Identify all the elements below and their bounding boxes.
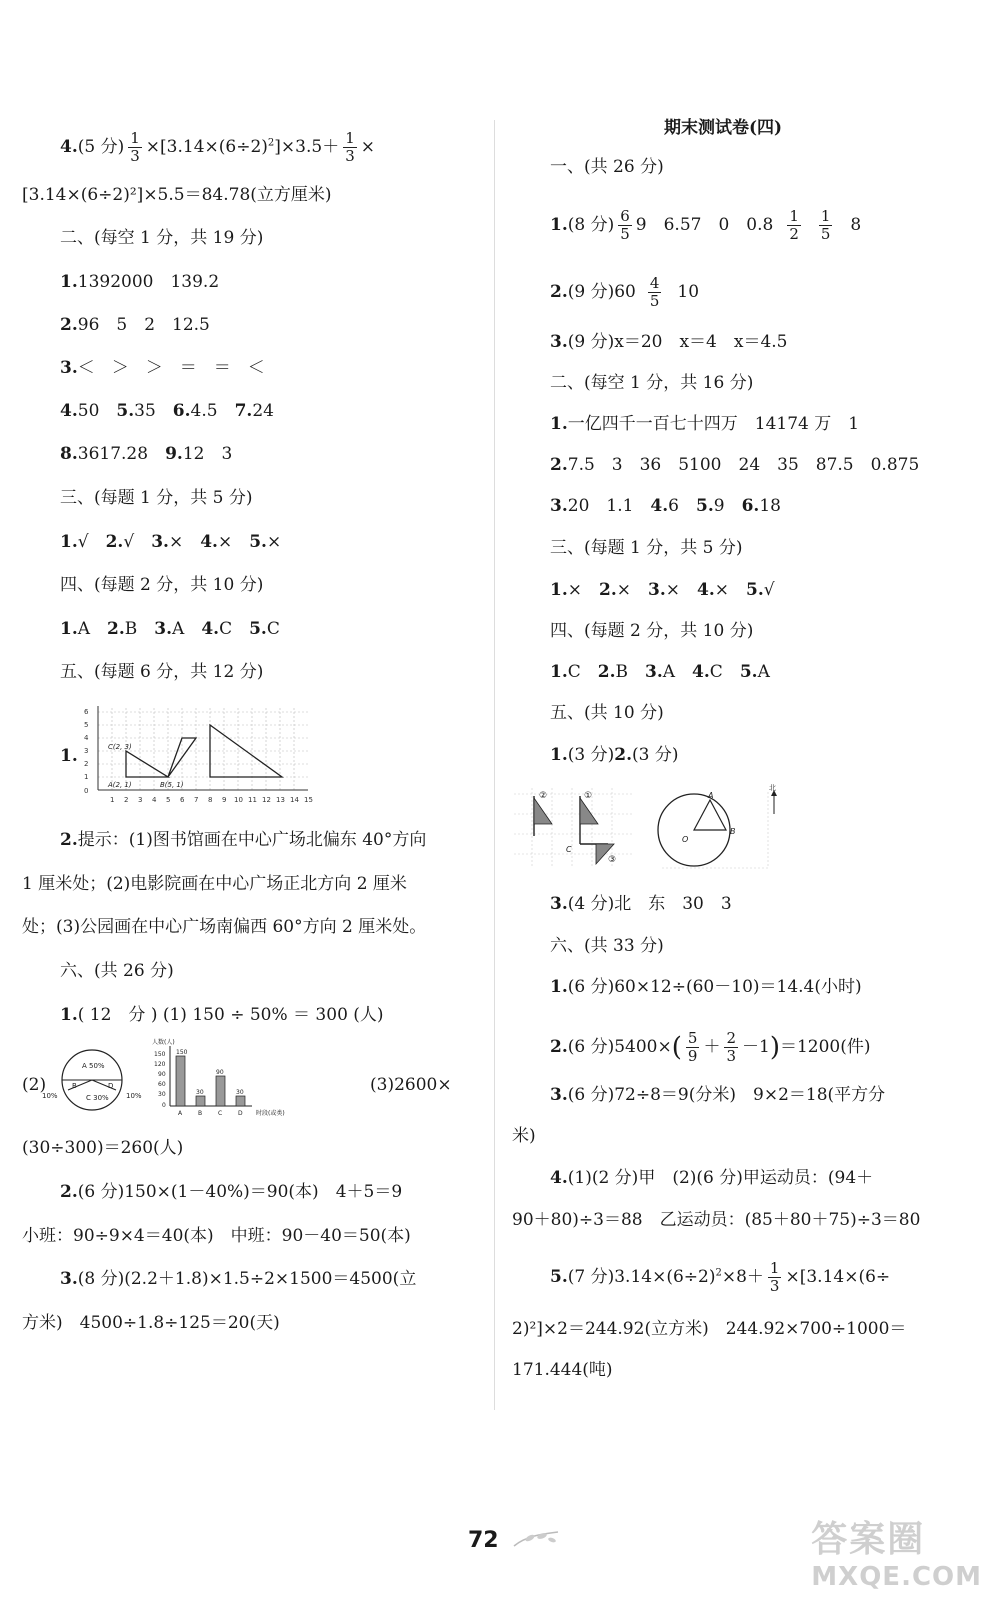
- point-c-label: C(2, 3): [108, 743, 132, 751]
- section-2-heading: 二、(每空 1 分，共 16 分): [550, 373, 754, 393]
- bar-y-tick: 30: [158, 1091, 166, 1098]
- fraction: [787, 208, 801, 243]
- text: (4 分)北 东 30 3: [567, 894, 732, 914]
- point-b-label: B: [730, 827, 736, 836]
- bar-y-tick: 120: [154, 1061, 166, 1068]
- item-number: 3.: [60, 1269, 78, 1289]
- text: 4.5: [190, 401, 235, 421]
- answer-line: [60, 356, 265, 380]
- denominator: 5: [620, 225, 630, 243]
- text: ]×3.5＋: [274, 137, 340, 157]
- x-tick: 11: [248, 796, 257, 804]
- item-number: 3.: [550, 332, 568, 352]
- text: ＋: [703, 1037, 721, 1057]
- item-number: 3.: [151, 532, 169, 552]
- fraction: [343, 130, 357, 165]
- text: (7 分)3.14×(6÷2): [567, 1267, 716, 1287]
- text: (9 分)x＝20 x＝4 x＝4.5: [567, 332, 788, 352]
- item-number: 3.: [645, 662, 663, 682]
- item-number: 3.: [648, 580, 666, 600]
- answer-line: [550, 494, 781, 518]
- text: (9 分)60: [567, 282, 636, 302]
- point-c-label: C: [566, 845, 572, 854]
- item-number: 3.: [154, 619, 173, 639]
- answer-line: 2)²]×2＝244.92(立方米) 244.92×700÷1000＝: [512, 1319, 907, 1339]
- y-tick: 1: [84, 773, 89, 781]
- text: ×8＋: [721, 1267, 764, 1287]
- denominator: 5: [649, 292, 660, 310]
- triangle-rotated: [168, 738, 196, 777]
- leaf-ornament-icon: [512, 1528, 562, 1552]
- bar-a: [176, 1056, 185, 1106]
- item-number: 4.: [650, 496, 669, 516]
- section-3-heading: 三、(每题 1 分，共 5 分): [60, 488, 253, 508]
- item-number: 4.: [550, 1168, 568, 1188]
- text: (5 分): [77, 137, 125, 157]
- item-number: 3.: [550, 496, 568, 516]
- item-number: 2.: [614, 745, 632, 765]
- y-tick: 0: [84, 787, 89, 795]
- bar-y-label: 人数(人): [152, 1039, 175, 1046]
- numerator: 4: [649, 274, 660, 292]
- answer-line: 90＋80)÷3＝88 乙运动员：(85＋80＋75)÷3＝80: [512, 1210, 921, 1230]
- fraction: [128, 130, 142, 165]
- answer-line: [60, 530, 281, 554]
- text: (3 分): [631, 745, 679, 765]
- watermark-url: MXQE.COM: [811, 1562, 982, 1592]
- text: (1)(2 分)甲 (2)(6 分)甲运动员：(94＋: [567, 1168, 874, 1188]
- answer-line: [60, 1003, 384, 1027]
- item-number: 8.: [60, 444, 78, 464]
- item-number: 4.: [692, 662, 710, 682]
- item-number: 9.: [165, 444, 183, 464]
- numerator: 6: [620, 207, 630, 225]
- text: ×: [266, 532, 282, 552]
- answer-line: [60, 442, 232, 466]
- text: A: [662, 662, 693, 682]
- denominator: 3: [726, 1047, 736, 1065]
- text: ×[3.14×(6÷: [785, 1267, 891, 1287]
- flags-and-circle-figure: [512, 784, 788, 874]
- pie-percent-right: 10%: [126, 1092, 142, 1100]
- numerator: 1: [130, 129, 140, 147]
- pie-label-b: B: [72, 1082, 77, 1090]
- answer-line: [550, 412, 859, 436]
- text: 24: [252, 401, 274, 421]
- bar-y-tick: 90: [158, 1071, 166, 1078]
- numerator: 1: [789, 207, 799, 225]
- text: ×: [217, 532, 250, 552]
- denominator: 5: [820, 225, 831, 243]
- fraction: [724, 1030, 738, 1065]
- y-tick: 5: [84, 721, 89, 729]
- text: －1: [742, 1037, 770, 1057]
- text: A: [77, 619, 108, 639]
- text: C: [709, 662, 740, 682]
- text: ×: [360, 137, 375, 157]
- text: (6 分)5400×: [567, 1037, 672, 1057]
- numerator: 1: [345, 129, 355, 147]
- item-number: 2.: [550, 1037, 568, 1057]
- item-number: 4.: [201, 619, 220, 639]
- fraction: [768, 1260, 782, 1295]
- item-number: 1.: [60, 272, 78, 292]
- answer-line: [550, 975, 862, 999]
- y-tick: 2: [84, 760, 89, 768]
- answer-line: 方米) 4500÷1.8÷125＝20(天): [22, 1313, 280, 1333]
- answer-line: [60, 617, 280, 641]
- item-number: 2.: [105, 532, 124, 552]
- y-tick: 4: [84, 734, 89, 742]
- figure-2-lead: (2): [22, 1075, 47, 1095]
- superscript: 2: [715, 1267, 722, 1279]
- item-number: 1.: [550, 414, 568, 434]
- bar-category: D: [238, 1110, 243, 1117]
- text: 50: [77, 401, 117, 421]
- text: √: [77, 532, 106, 552]
- flag-2: [534, 791, 552, 836]
- item-number: 1.: [60, 746, 78, 766]
- text: 20 1.1: [567, 496, 651, 516]
- item-number: 2.: [550, 455, 568, 475]
- fraction: [686, 1030, 700, 1065]
- answer-line: [550, 1030, 871, 1065]
- numerator: 5: [687, 1029, 698, 1047]
- answer-line: [550, 892, 732, 916]
- answer-line: [550, 578, 775, 602]
- text: ( 12 分 ) (1) 150 ÷ 50% ＝ 300 (人): [77, 1005, 384, 1025]
- flag-label: ②: [539, 791, 548, 801]
- item-number: 4.: [697, 580, 715, 600]
- answer-line: [550, 330, 787, 354]
- text: 9 6.57 0 0.8: [635, 215, 774, 235]
- bar-value: 30: [196, 1089, 204, 1096]
- x-tick: 15: [304, 796, 313, 804]
- section-4-heading: 四、(每题 2 分，共 10 分): [60, 575, 264, 595]
- text: B: [124, 619, 155, 639]
- x-tick: 10: [234, 796, 243, 804]
- section-5-heading: 五、(共 10 分): [550, 703, 664, 723]
- text: 3617.28: [77, 444, 166, 464]
- answer-line: [60, 1267, 416, 1291]
- text: 9: [713, 496, 742, 516]
- text: 7.5 3 36 5100 24 35 87.5 0.875: [567, 455, 920, 475]
- denominator: 2: [789, 225, 799, 243]
- x-tick: 12: [262, 796, 271, 804]
- item-number: 2.: [597, 662, 616, 682]
- answer-line: [550, 743, 678, 767]
- superscript: 2: [267, 137, 275, 149]
- pie-label-a: A 50%: [82, 1062, 105, 1070]
- numerator: 2: [726, 1029, 736, 1047]
- item-number: 5.: [746, 580, 764, 600]
- item-number: 4.: [60, 137, 78, 157]
- item-number: 3.: [550, 894, 568, 914]
- item-number: 1.: [550, 662, 568, 682]
- text: B: [615, 662, 646, 682]
- item-number: 5.: [249, 532, 267, 552]
- numerator: 1: [820, 207, 831, 225]
- pie-chart: [42, 1050, 142, 1110]
- x-tick: 14: [290, 796, 299, 804]
- y-tick-labels: [84, 708, 89, 795]
- bar-x-label: 时段(或类): [256, 1110, 285, 1117]
- text: √: [763, 580, 775, 600]
- text: (3 分): [567, 745, 615, 765]
- item-number: 1.: [550, 580, 568, 600]
- item-number: 1.: [550, 977, 568, 997]
- answer-line: (30÷300)＝260(人): [22, 1138, 184, 1158]
- text: ×: [665, 580, 697, 600]
- section-1-heading: 一、(共 26 分): [550, 157, 664, 177]
- item-number: 5.: [249, 619, 267, 639]
- text: 一亿四千一百七十四万 14174 万 1: [567, 414, 860, 434]
- item-number: 3.: [550, 1085, 568, 1105]
- text: ×[3.14×(6÷2): [145, 137, 268, 157]
- text: 96 5 2 12.5: [77, 315, 210, 335]
- page-number: 72: [468, 1528, 499, 1553]
- x-tick: 2: [124, 796, 129, 804]
- item-number: 5.: [739, 662, 758, 682]
- x-tick: 13: [276, 796, 285, 804]
- denominator: 9: [687, 1047, 698, 1065]
- section-4-heading: 四、(每题 2 分，共 10 分): [550, 621, 754, 641]
- point-a-label: A(2, 1): [108, 781, 132, 789]
- fraction: [618, 208, 632, 243]
- item-number: 2.: [60, 830, 78, 850]
- item-number: 6.: [172, 401, 191, 421]
- text: 提示：(1)图书馆画在中心广场北偏东 40°方向: [77, 830, 427, 850]
- bar-value: 30: [236, 1089, 244, 1096]
- answer-line: [550, 453, 919, 477]
- bar-chart: [152, 1038, 285, 1117]
- item-number: 4.: [200, 532, 218, 552]
- bar-y-tick: 150: [154, 1051, 166, 1058]
- point-a-label: A: [708, 791, 714, 800]
- numerator: 1: [769, 1259, 780, 1277]
- text: 12 3: [182, 444, 233, 464]
- left-q4-line2: [3.14×(6÷2)²]×5.5＝84.78(立方厘米): [22, 185, 332, 205]
- bar-value: 150: [176, 1049, 188, 1056]
- hint-line: 1 厘米处；(2)电影院画在中心广场正北方向 2 厘米: [22, 874, 407, 894]
- item-number: 2.: [107, 619, 125, 639]
- item-number: 2.: [60, 315, 78, 335]
- text: (6 分)150×(1－40%)＝90(本) 4＋5＝9: [77, 1182, 403, 1202]
- bar-category: B: [198, 1110, 203, 1117]
- text: A: [757, 662, 770, 682]
- x-tick: 6: [180, 796, 185, 804]
- x-tick: 5: [166, 796, 171, 804]
- item-number: 1.: [550, 745, 568, 765]
- item-number: 5.: [696, 496, 714, 516]
- hint-line: [60, 828, 426, 852]
- text: C: [266, 619, 280, 639]
- answer-line: 171.444(吨): [512, 1360, 613, 1380]
- pie-label-d: D: [108, 1082, 114, 1090]
- text: ×: [616, 580, 648, 600]
- bar-value: 90: [216, 1069, 224, 1076]
- item-number: 1.: [60, 532, 78, 552]
- denominator: 3: [345, 147, 355, 165]
- exam-title: 期末测试卷(四): [664, 118, 783, 138]
- bar-category: C: [218, 1110, 223, 1117]
- answer-line: [60, 270, 219, 294]
- item-number: 7.: [234, 401, 253, 421]
- section-6-heading: 六、(共 26 分): [60, 961, 174, 981]
- answer-line: 米): [512, 1126, 536, 1146]
- text: 1392000 139.2: [77, 272, 220, 292]
- watermark: [811, 1511, 982, 1592]
- section-2-heading: 二、(每空 1 分，共 19 分): [60, 228, 264, 248]
- triangle-in-circle: [694, 800, 726, 830]
- text: 10: [677, 282, 700, 302]
- fraction: [819, 208, 833, 243]
- answer-line: [550, 1260, 890, 1295]
- x-tick: 8: [208, 796, 213, 804]
- answer-line: [60, 399, 274, 423]
- text: 8: [850, 215, 862, 235]
- item-number: 1.: [60, 619, 78, 639]
- answer-line: [60, 1180, 402, 1204]
- item-number: 5.: [550, 1267, 568, 1287]
- text: √: [123, 532, 152, 552]
- section-3-heading: 三、(每题 1 分，共 5 分): [550, 538, 743, 558]
- item-number: 2.: [550, 282, 568, 302]
- bar-y-tick: 0: [162, 1102, 166, 1109]
- circle-figure: [658, 791, 736, 866]
- pie-and-bar-figure: [42, 1036, 312, 1122]
- coordinate-grid-figure: [76, 700, 316, 812]
- bar-d: [236, 1096, 245, 1106]
- bar-category: A: [178, 1110, 183, 1117]
- text: (8 分): [567, 215, 615, 235]
- text: C: [567, 662, 598, 682]
- x-tick: 7: [194, 796, 199, 804]
- text: ＜ ＞ ＞ ＝ ＝ ＜: [77, 358, 265, 378]
- item-number: 2.: [599, 580, 617, 600]
- fraction: [648, 275, 662, 310]
- bar-b: [196, 1096, 205, 1106]
- text: ＝1200(件): [779, 1037, 871, 1057]
- flag-label: ①: [584, 791, 593, 801]
- text: 18: [759, 496, 781, 516]
- answer-line: [550, 208, 861, 243]
- flag-3: [580, 844, 616, 865]
- text: ×: [567, 580, 599, 600]
- answer-line: [550, 275, 699, 310]
- item-number: 3.: [60, 358, 78, 378]
- paren: (: [671, 1032, 682, 1063]
- text: 6: [668, 496, 696, 516]
- item-number: 5.: [116, 401, 135, 421]
- item-number: 4.: [60, 401, 78, 421]
- denominator: 3: [130, 147, 140, 165]
- x-tick: 9: [222, 796, 227, 804]
- answer-line: [60, 313, 210, 337]
- text: C: [219, 619, 250, 639]
- text: 35: [134, 401, 173, 421]
- x-tick: 4: [152, 796, 157, 804]
- denominator: 3: [769, 1277, 780, 1295]
- bar-c: [216, 1076, 225, 1106]
- text: A: [172, 619, 202, 639]
- q1-part3: (3)2600×: [370, 1075, 452, 1095]
- paren: ): [769, 1032, 780, 1063]
- text: (6 分)72÷8＝9(分米) 9×2＝18(平方分: [567, 1085, 886, 1105]
- left-q4-line1: [60, 130, 375, 165]
- answer-line: [550, 1166, 873, 1190]
- north-label: 北: [769, 784, 776, 792]
- column-divider: [494, 120, 495, 1410]
- x-tick: 3: [138, 796, 143, 804]
- text: (6 分)60×12÷(60－10)＝14.4(小时): [567, 977, 862, 997]
- answer-line: 小班：90÷9×4＝40(本) 中班：90－40＝50(本): [22, 1226, 411, 1246]
- hint-line: 处；(3)公园画在中心广场南偏西 60°方向 2 厘米处。: [22, 917, 427, 937]
- item-number: 1.: [550, 215, 568, 235]
- item-number: 6.: [741, 496, 760, 516]
- y-tick: 3: [84, 747, 89, 755]
- north-arrow: [769, 784, 777, 814]
- answer-line: [550, 1083, 885, 1107]
- triangle-abc: [126, 751, 168, 777]
- text: ×: [168, 532, 201, 552]
- text: (8 分)(2.2＋1.8)×1.5÷2×1500＝4500(立: [77, 1269, 417, 1289]
- pie-percent-left: 10%: [42, 1092, 58, 1100]
- x-tick: 1: [110, 796, 115, 804]
- bar-y-tick: 60: [158, 1081, 166, 1088]
- point-b-label: B(5, 1): [160, 781, 184, 789]
- section-5-heading: 五、(每题 6 分，共 12 分): [60, 662, 264, 682]
- point-o-label: O: [682, 835, 689, 844]
- text: ×: [714, 580, 746, 600]
- watermark-text: 答案圈: [811, 1519, 926, 1560]
- item-number: 1.: [60, 1005, 78, 1025]
- y-tick: 6: [84, 708, 89, 716]
- flag-label: ③: [608, 855, 617, 865]
- answer-line: [550, 660, 770, 684]
- section-6-heading: 六、(共 33 分): [550, 936, 664, 956]
- x-tick-labels: [110, 796, 313, 804]
- pie-label-c: C 30%: [86, 1094, 109, 1102]
- item-number: 2.: [60, 1182, 78, 1202]
